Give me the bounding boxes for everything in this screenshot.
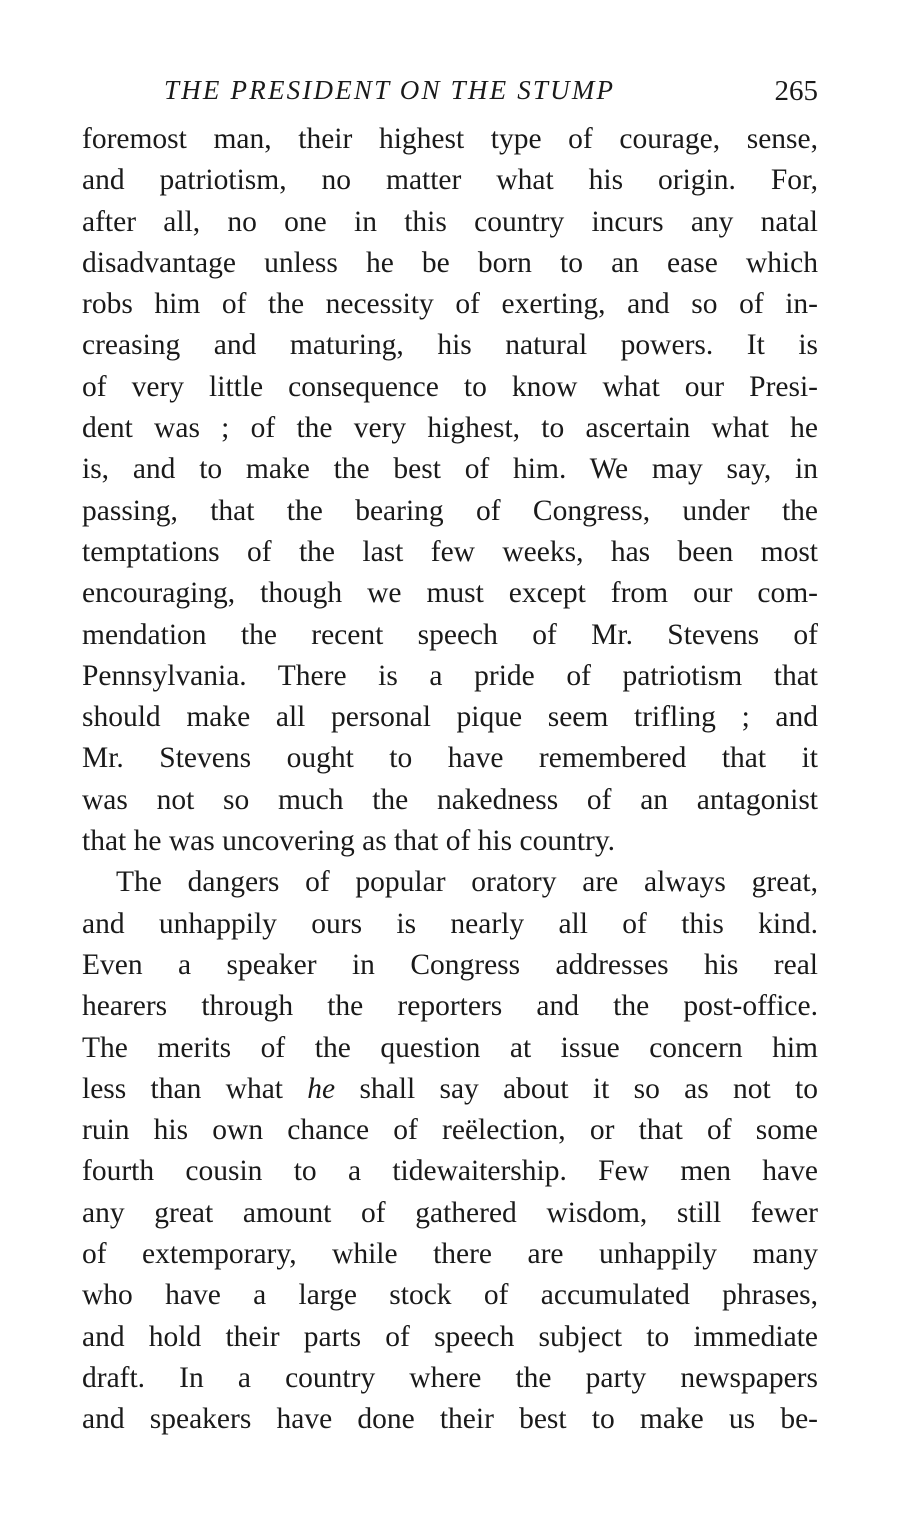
text-line: and hold their parts of speech subject to immediate bbox=[82, 1320, 818, 1353]
page-number: 265 bbox=[774, 75, 818, 107]
text-line: who have a large stock of accumulated phrases, bbox=[82, 1279, 818, 1312]
text-fragment: less than what bbox=[82, 1072, 308, 1105]
text-line: robs him of the necessity of exerting, and so of in- bbox=[82, 288, 818, 321]
text-line: is, and to make the best of him. We may say, in bbox=[82, 453, 818, 486]
running-head bbox=[82, 75, 818, 119]
text-line: any great amount of gathered wisdom, still fewer bbox=[82, 1196, 818, 1229]
text-line: disadvantage unless he be born to an ease which bbox=[82, 246, 818, 279]
text-line: encouraging, though we must except from our com- bbox=[82, 577, 818, 610]
text-line: fourth cousin to a tidewaitership. Few men have bbox=[82, 1155, 818, 1188]
italic-word: he bbox=[307, 1072, 336, 1105]
text-line: that he was uncovering as that of his country. bbox=[82, 825, 616, 858]
text-line: The merits of the question at issue concern him bbox=[82, 1031, 818, 1064]
text-line: after all, no one in this country incurs any natal bbox=[82, 205, 818, 238]
text-line: hearers through the reporters and the post-office. bbox=[82, 990, 818, 1023]
text-fragment: shall say about it so as not to bbox=[335, 1072, 818, 1105]
text-line: foremost man, their highest type of courage, sense, bbox=[82, 123, 818, 155]
text-line: temptations of the last few weeks, has been most bbox=[82, 535, 818, 568]
text-line: creasing and maturing, his natural powers. It is bbox=[82, 329, 818, 362]
text-line: mendation the recent speech of Mr. Stevens of bbox=[82, 618, 818, 651]
text-line: of very little consequence to know what our Presi- bbox=[82, 370, 818, 403]
text-line: dent was ; of the very highest, to ascertain what he bbox=[82, 412, 818, 445]
text-line: should make all personal pique seem trifling ; and bbox=[82, 701, 818, 734]
text-line: Mr. Stevens ought to have remembered that it bbox=[82, 742, 818, 775]
paragraph-2 bbox=[82, 862, 818, 1440]
text-line: and speakers have done their best to make us be- bbox=[82, 1403, 818, 1436]
text-line: The dangers of popular oratory are always great, bbox=[116, 866, 818, 899]
paragraph-1 bbox=[82, 119, 818, 862]
book-page bbox=[82, 75, 818, 1441]
text-line: Even a speaker in Congress addresses his real bbox=[82, 948, 818, 981]
text-line: ruin his own chance of reëlection, or that of some bbox=[82, 1114, 818, 1147]
running-title: THE PRESIDENT ON THE STUMP bbox=[164, 75, 616, 105]
text-line: was not so much the nakedness of an antagonist bbox=[82, 783, 818, 816]
text-line: and patriotism, no matter what his origin. For, bbox=[82, 164, 818, 197]
text-line: Pennsylvania. There is a pride of patriotism that bbox=[82, 659, 818, 692]
text-line: and unhappily ours is nearly all of this kind. bbox=[82, 907, 818, 940]
text-line: passing, that the bearing of Congress, under the bbox=[82, 494, 818, 527]
text-line: draft. In a country where the party newspapers bbox=[82, 1361, 818, 1394]
text-line: of extemporary, while there are unhappily many bbox=[82, 1238, 818, 1271]
text-line-with-italic bbox=[82, 1069, 818, 1110]
